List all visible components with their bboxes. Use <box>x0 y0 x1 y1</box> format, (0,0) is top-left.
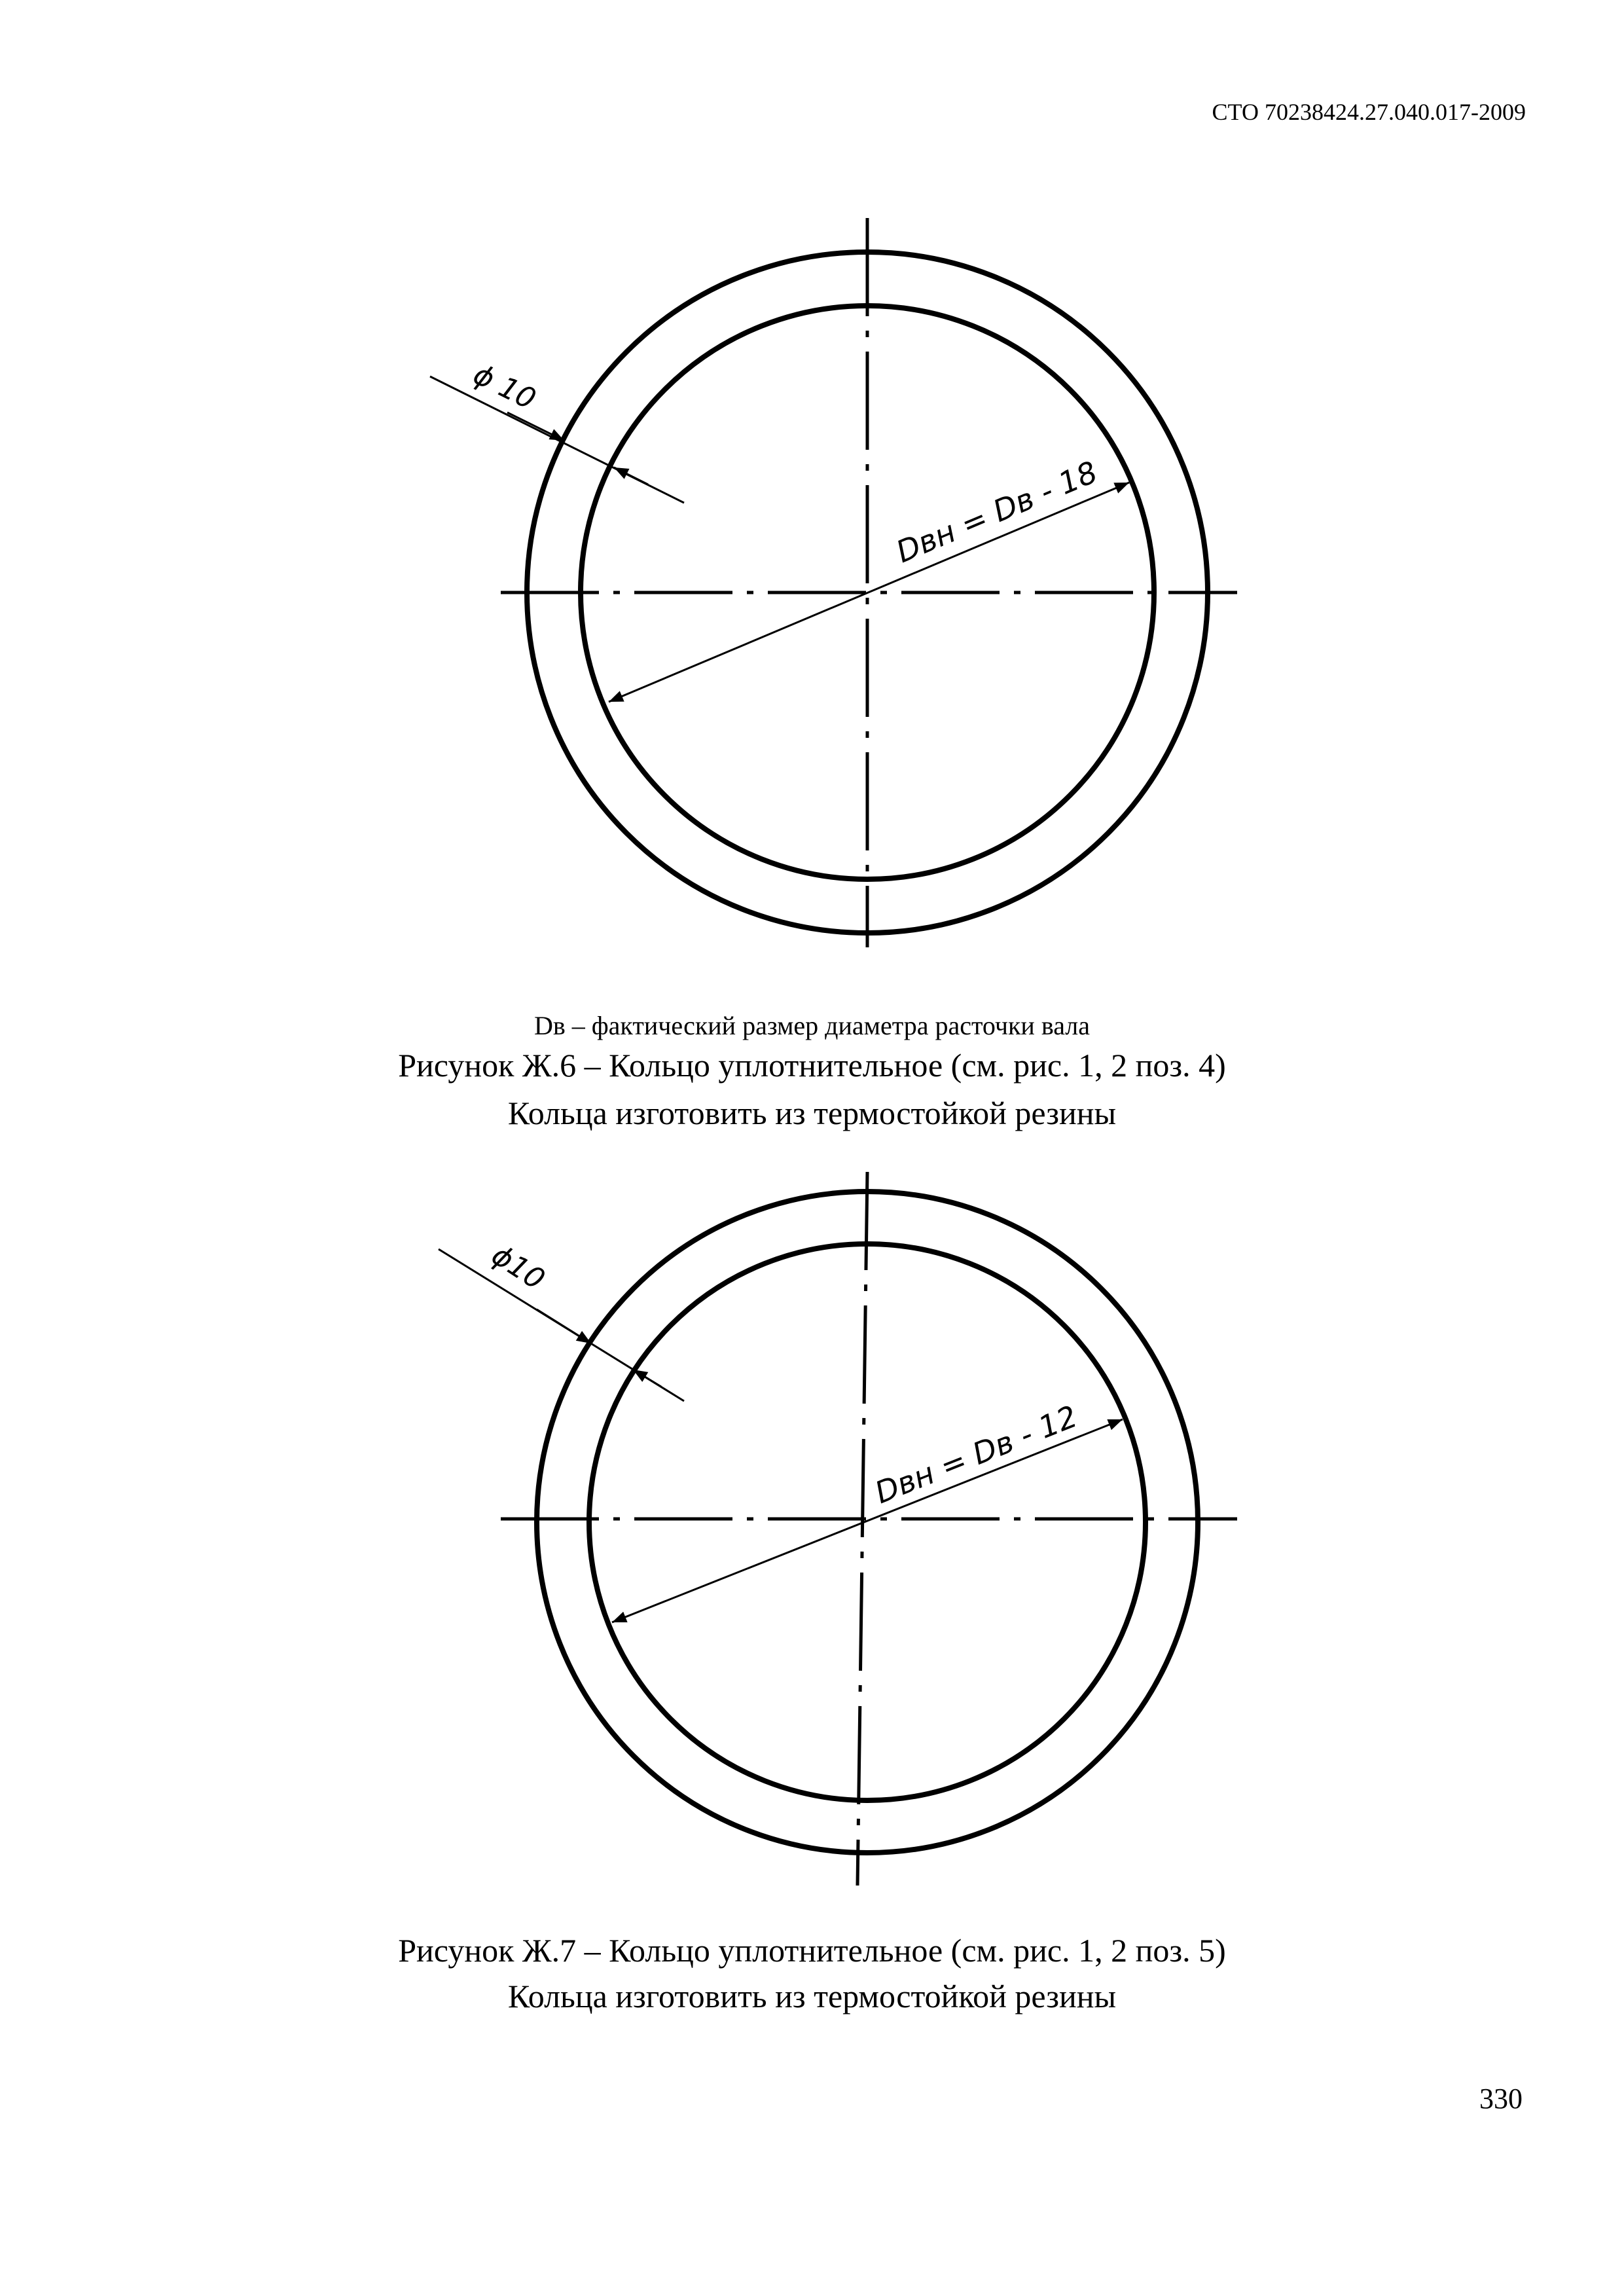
thickness-arrow-2 <box>633 1370 661 1387</box>
thickness-arrow-1 <box>507 412 564 441</box>
outer-dimension-label: ϕ 10 <box>468 357 541 417</box>
outer-dimension-label: ϕ10 <box>486 1238 551 1297</box>
ring-drawing-fig6 <box>0 196 1624 982</box>
fig7-caption: Рисунок Ж.7 – Кольцо уплотнительное (см. рис. 1, 2 поз. 5) <box>398 1932 1226 1969</box>
ring-inner-circle <box>589 1244 1146 1800</box>
diameter-dimension-line <box>612 1419 1123 1622</box>
fig6-caption: Рисунок Ж.6 – Кольцо уплотнительное (см. рис. 1, 2 поз. 4) <box>398 1047 1226 1084</box>
thickness-arrow-2 <box>614 467 648 484</box>
center-axis-vertical <box>857 1172 867 1886</box>
fig7-instruction: Кольца изготовить из термостойкой резины <box>507 1978 1117 2014</box>
inner-dimension-label: Dвн = Dв - 18 <box>891 454 1102 570</box>
thickness-arrow-1 <box>537 1309 591 1343</box>
fig6-instruction: Кольца изготовить из термостойкой резины <box>507 1095 1117 1131</box>
fig6-note: Dв – фактический размер диаметра расточки вала <box>533 1011 1091 1040</box>
ring-drawing-fig7 <box>0 1146 1624 1899</box>
inner-dimension-label: Dвн = Dв - 12 <box>870 1398 1083 1511</box>
document-code: СТО 70238424.27.040.017-2009 <box>1212 99 1526 125</box>
page-number: 330 <box>1479 2083 1523 2115</box>
